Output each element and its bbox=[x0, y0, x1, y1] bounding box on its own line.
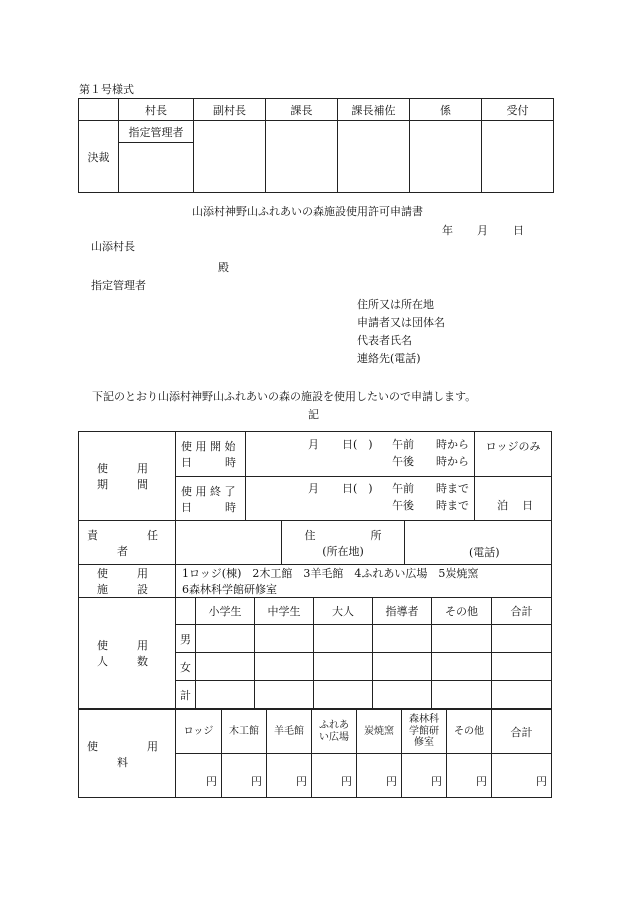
start-label bbox=[176, 432, 246, 477]
stamp-box[interactable] bbox=[482, 121, 554, 193]
applicant-contact: 連絡先(電話) bbox=[357, 352, 421, 365]
applicant-representative: 代表者氏名 bbox=[357, 334, 412, 347]
end-label-1: 使 用 終 了 bbox=[181, 484, 236, 498]
fees-table bbox=[78, 709, 552, 798]
start-from-pm: 時から bbox=[436, 455, 469, 468]
headcount-cell[interactable] bbox=[492, 681, 552, 709]
responsible-label: 責 任 者 bbox=[79, 521, 176, 565]
approval-header: 副村長 bbox=[194, 99, 266, 121]
date-day: 日 bbox=[513, 224, 524, 237]
headcount-cell[interactable] bbox=[255, 625, 314, 653]
responsible-name-field[interactable] bbox=[176, 521, 282, 565]
yen-unit: 円 bbox=[206, 775, 217, 788]
address-label-2: (所在地) bbox=[322, 544, 364, 558]
manager-stamp-box[interactable] bbox=[119, 143, 194, 193]
facilities-line-1: 1ロッジ(棟) 2木工館 3羊毛館 4ふれあい広場 5炭焼窯 bbox=[182, 567, 479, 580]
yen-unit: 円 bbox=[296, 775, 307, 788]
yen-unit: 円 bbox=[476, 775, 487, 788]
nights-label: 泊 bbox=[497, 499, 509, 512]
lodge-only-label: ロッジのみ bbox=[475, 432, 552, 477]
fee-cell[interactable] bbox=[176, 754, 222, 798]
headcount-cell[interactable] bbox=[432, 653, 492, 681]
end-am: 午前 bbox=[392, 482, 414, 495]
start-label-1: 使 用 開 始 bbox=[181, 440, 236, 453]
form-title: 山添村神野山ふれあいの森施設使用許可申請書 bbox=[192, 205, 423, 218]
fee-cell[interactable] bbox=[402, 754, 447, 798]
headcount-cell[interactable] bbox=[314, 681, 373, 709]
headcount-cell[interactable] bbox=[492, 653, 552, 681]
fee-col-header: 木工館 bbox=[222, 710, 267, 754]
facilities-field[interactable] bbox=[176, 565, 552, 598]
fee-col-header: ロッジ bbox=[176, 710, 222, 754]
application-table bbox=[78, 431, 552, 598]
nights-day-label: 日 bbox=[522, 499, 534, 512]
headcount-col-header: その他 bbox=[432, 598, 492, 625]
yen-unit: 円 bbox=[341, 775, 352, 788]
end-month: 月 bbox=[308, 482, 319, 495]
yen-unit: 円 bbox=[386, 775, 397, 788]
yen-unit: 円 bbox=[251, 775, 262, 788]
end-pm: 午後 bbox=[392, 499, 414, 512]
address-label-1: 住 所 bbox=[304, 528, 382, 542]
fee-col-header: 森林科学館研修室 bbox=[402, 710, 447, 754]
headcount-cell[interactable] bbox=[314, 653, 373, 681]
ki-label: 記 bbox=[308, 408, 319, 421]
approval-header: 係 bbox=[410, 99, 482, 121]
fee-cell[interactable] bbox=[222, 754, 267, 798]
start-am: 午前 bbox=[392, 438, 414, 451]
phone-label: (電話) bbox=[469, 546, 500, 559]
approval-header: 課長 bbox=[266, 99, 338, 121]
stamp-box[interactable] bbox=[338, 121, 410, 193]
fee-col-header: ふれあい広場 bbox=[312, 710, 357, 754]
approval-corner bbox=[79, 99, 119, 121]
yen-unit: 円 bbox=[536, 775, 547, 788]
fee-cell[interactable] bbox=[447, 754, 492, 798]
end-day: 日( ) bbox=[342, 482, 373, 495]
fee-cell[interactable] bbox=[492, 754, 552, 798]
form-number: 第１号様式 bbox=[79, 83, 134, 96]
period-label: 使 用 期 間 bbox=[79, 432, 176, 521]
fees-label: 使 用 料 bbox=[79, 710, 176, 798]
headcount-cell[interactable] bbox=[373, 653, 432, 681]
headcount-cell[interactable] bbox=[255, 681, 314, 709]
stamp-box[interactable] bbox=[194, 121, 266, 193]
fee-col-header: 羊毛館 bbox=[267, 710, 312, 754]
headcount-corner bbox=[176, 598, 196, 625]
date-year: 年 bbox=[442, 224, 453, 237]
headcount-cell[interactable] bbox=[432, 681, 492, 709]
manager-label: 指定管理者 bbox=[119, 121, 194, 143]
stamp-box[interactable] bbox=[266, 121, 338, 193]
end-datetime-field[interactable] bbox=[246, 477, 475, 521]
headcount-cell[interactable] bbox=[196, 625, 255, 653]
headcount-col-header: 小学生 bbox=[196, 598, 255, 625]
yen-unit: 円 bbox=[431, 775, 442, 788]
approval-header: 受付 bbox=[482, 99, 554, 121]
fee-cell[interactable] bbox=[312, 754, 357, 798]
fee-col-header: 合計 bbox=[492, 710, 552, 754]
headcount-col-header: 指導者 bbox=[373, 598, 432, 625]
start-day: 日( ) bbox=[342, 438, 373, 451]
start-from-am: 時から bbox=[436, 438, 469, 451]
fee-col-header: 炭焼窯 bbox=[357, 710, 402, 754]
approval-header: 村長 bbox=[119, 99, 194, 121]
approval-header: 課長補佐 bbox=[338, 99, 410, 121]
honorific: 殿 bbox=[218, 261, 229, 274]
headcount-col-header: 合計 bbox=[492, 598, 552, 625]
end-until-pm: 時まで bbox=[436, 499, 469, 512]
headcount-cell[interactable] bbox=[196, 681, 255, 709]
headcount-row-label: 男 bbox=[176, 625, 196, 653]
headcount-cell[interactable] bbox=[492, 625, 552, 653]
applicant-name: 申請者又は団体名 bbox=[357, 316, 445, 329]
date-month: 月 bbox=[477, 224, 488, 237]
headcount-cell[interactable] bbox=[373, 681, 432, 709]
end-label bbox=[176, 477, 246, 521]
headcount-cell[interactable] bbox=[255, 653, 314, 681]
approval-table bbox=[78, 98, 554, 193]
start-pm: 午後 bbox=[392, 455, 414, 468]
decision-label: 決裁 bbox=[79, 121, 119, 193]
addressee-manager: 指定管理者 bbox=[91, 279, 146, 292]
headcount-cell[interactable] bbox=[314, 625, 373, 653]
headcount-cell[interactable] bbox=[196, 653, 255, 681]
headcount-row-label: 女 bbox=[176, 653, 196, 681]
headcount-col-header: 中学生 bbox=[255, 598, 314, 625]
addressee-mayor: 山添村長 bbox=[91, 240, 135, 253]
start-month: 月 bbox=[308, 438, 319, 451]
fee-col-header: その他 bbox=[447, 710, 492, 754]
facilities-label: 使 用 施 設 bbox=[79, 565, 176, 598]
nights-field[interactable] bbox=[475, 477, 552, 521]
end-until-am: 時まで bbox=[436, 482, 469, 495]
start-datetime-field[interactable] bbox=[246, 432, 475, 477]
fee-cell[interactable] bbox=[267, 754, 312, 798]
facilities-line-2: 6森林科学館研修室 bbox=[182, 583, 277, 596]
responsible-address-field[interactable] bbox=[405, 521, 552, 565]
statement: 下記のとおり山添村神野山ふれあいの森の施設を使用したいので申請します。 bbox=[92, 390, 477, 403]
headcount-row-label: 計 bbox=[176, 681, 196, 709]
headcount-table bbox=[78, 597, 552, 709]
stamp-box[interactable] bbox=[410, 121, 482, 193]
applicant-address: 住所又は所在地 bbox=[357, 298, 434, 311]
headcount-col-header: 大人 bbox=[314, 598, 373, 625]
headcount-cell[interactable] bbox=[373, 625, 432, 653]
headcount-cell[interactable] bbox=[432, 625, 492, 653]
headcount-label: 使 用 人 数 bbox=[79, 598, 176, 709]
responsible-address-label bbox=[282, 521, 405, 565]
start-label-2: 日 時 bbox=[181, 456, 236, 469]
fee-cell[interactable] bbox=[357, 754, 402, 798]
end-label-2: 日 時 bbox=[181, 500, 236, 514]
